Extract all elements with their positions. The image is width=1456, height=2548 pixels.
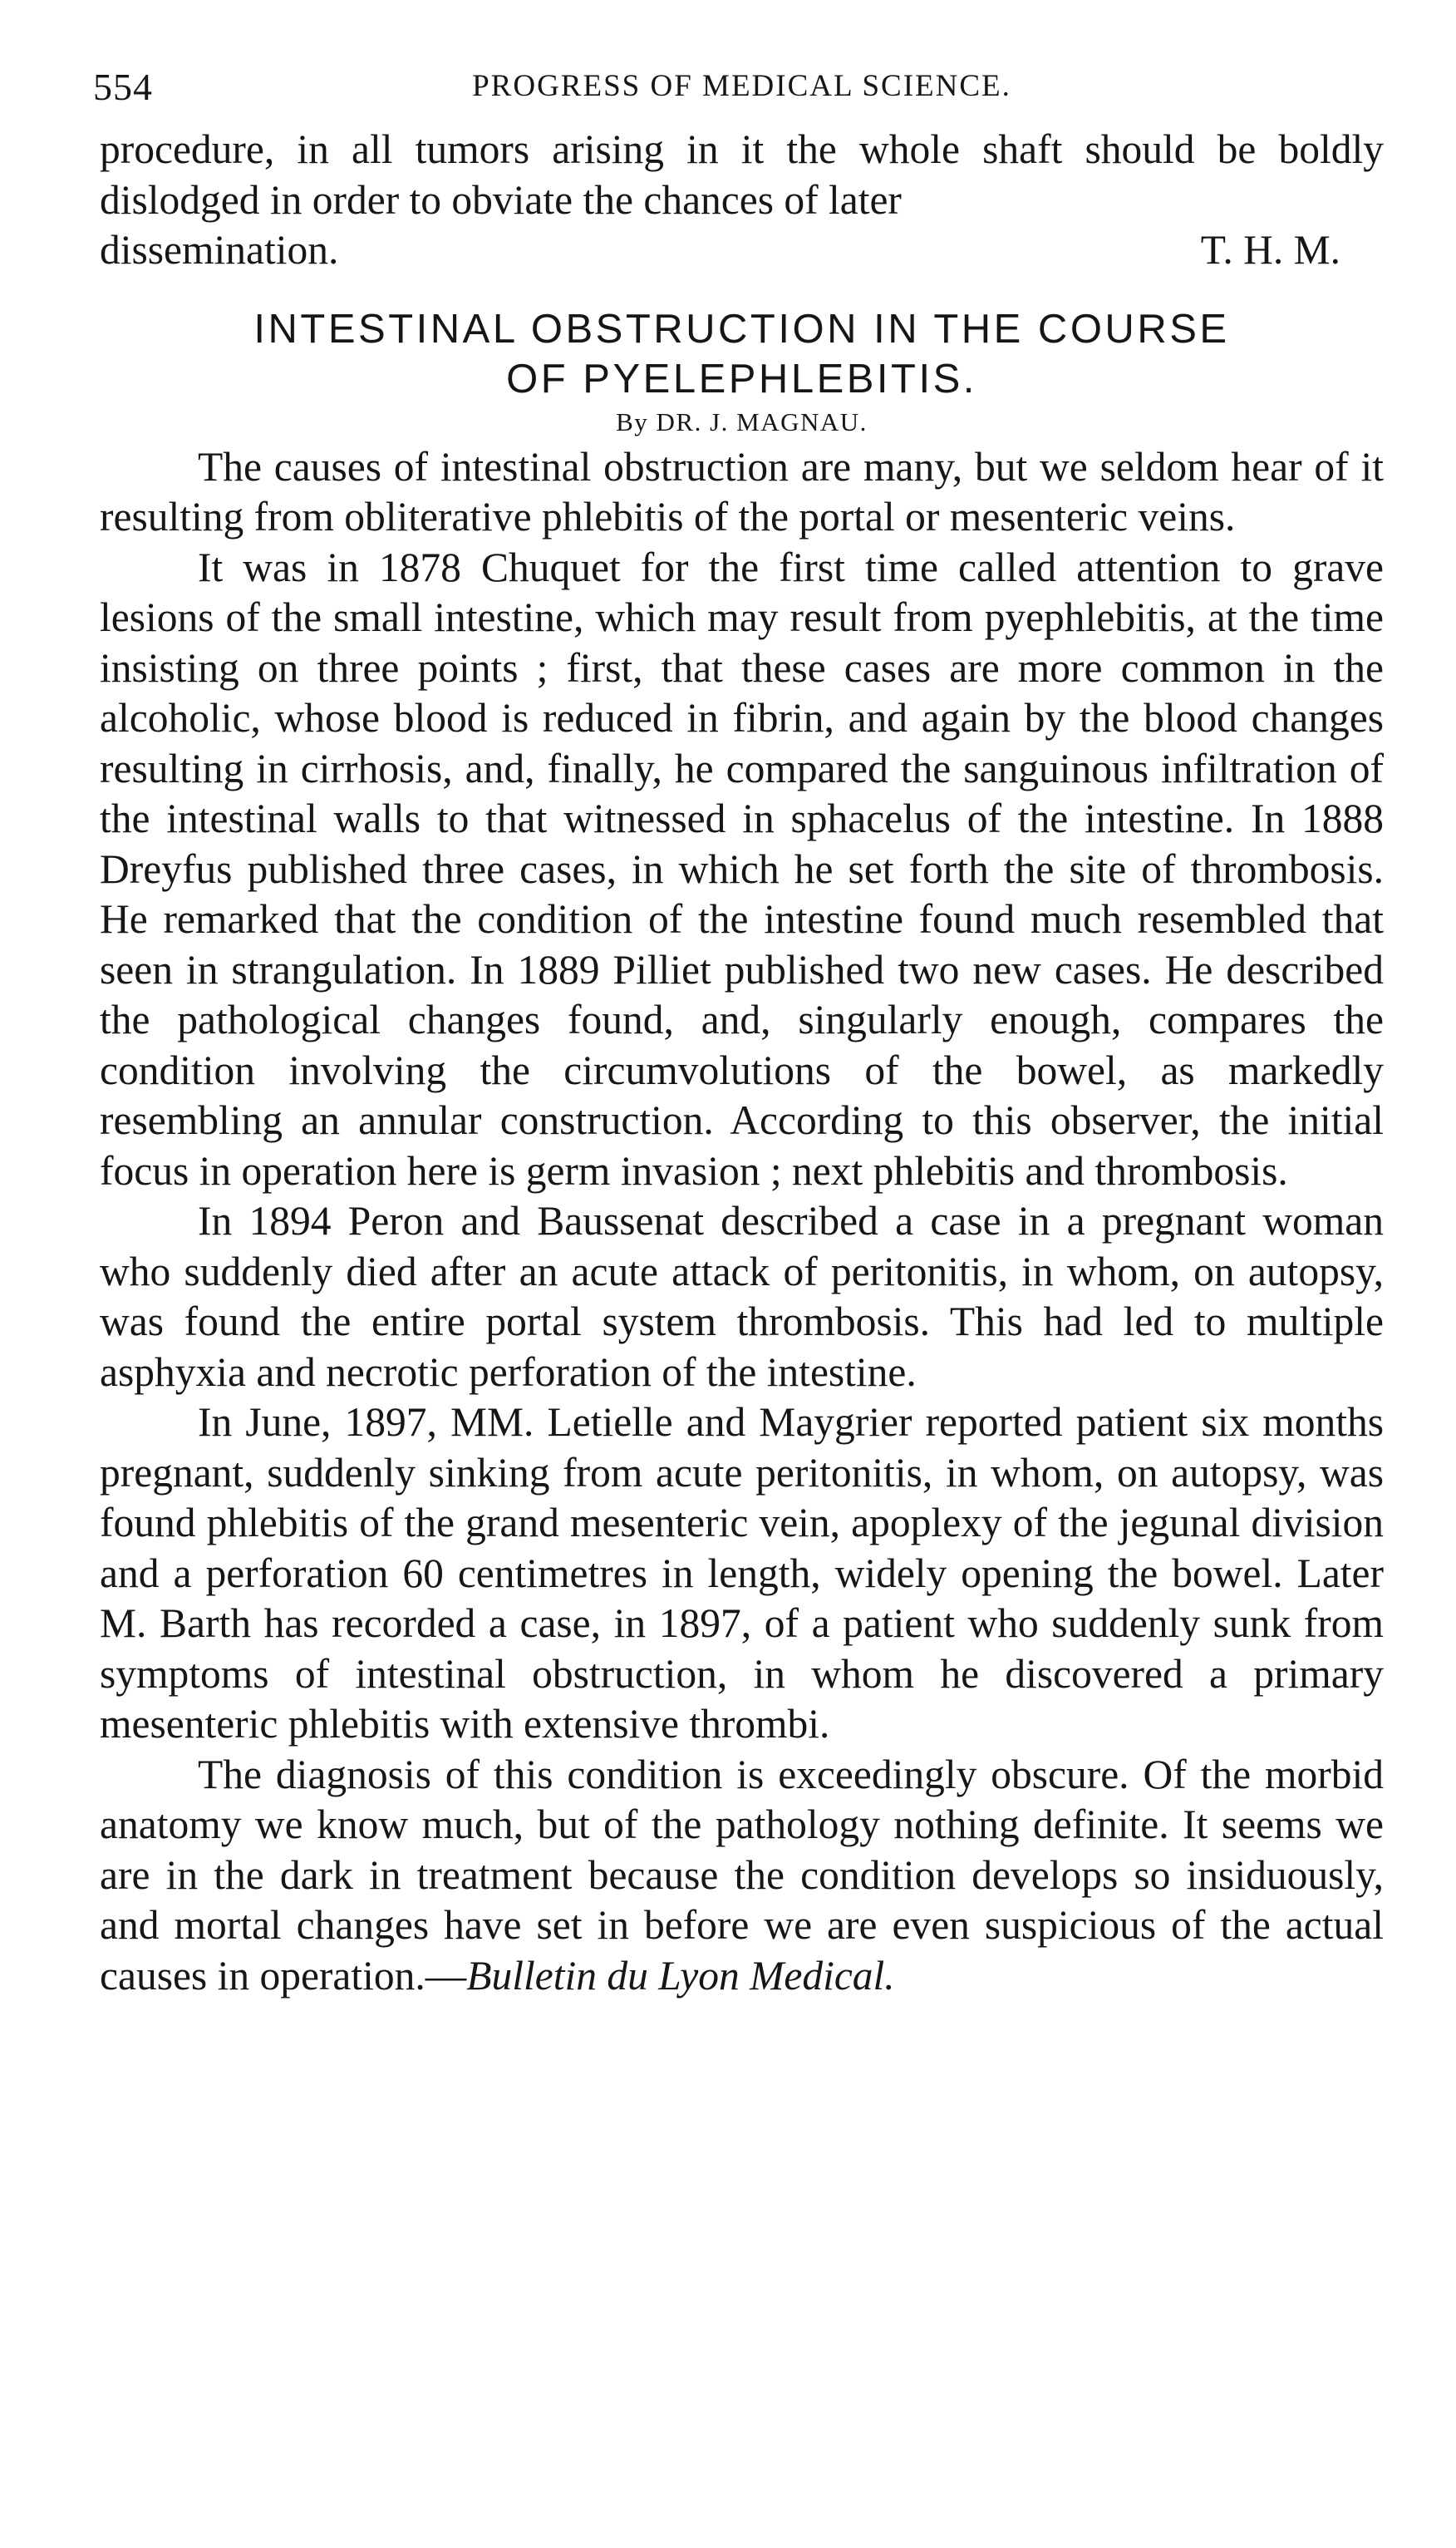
- running-head: [93, 50, 1384, 125]
- article-paragraph-5: [100, 1750, 1384, 2002]
- document-page: [93, 50, 1384, 2001]
- running-title: PROGRESS OF MEDICAL SCIENCE.: [472, 69, 1011, 103]
- page-number: 554: [93, 66, 153, 108]
- continuation-text: procedure, in all tumors arising in it the whole shaft should be boldly dislodged in order to obviate the chances of later: [100, 126, 1384, 223]
- article-paragraph-4: In June, 1897, MM. Letielle and Maygrier reported patient six months pregnant, suddenly sinking from acute peritonitis, in whom, on autopsy, was found phlebitis of the grand mesenteric vein, apoplexy of the jegunal division and a perforation 60 centimetres in length, widely opening the bowel. Later M. Barth has recorded a case, in 1897, of a patient who suddenly sunk from symptoms of intestinal obstruction, in whom he discovered a primary mesenteric phlebitis with extensive thrombi.: [100, 1399, 1384, 1747]
- signature-line: [100, 225, 1384, 276]
- article-paragraph-5-text: The diagnosis of this condition is exceedingly obscure. Of the morbid anatomy we know much, but of the pathology nothing definite. It seems we are in the dark in treatment because the condition develops so insiduously, and mortal changes have set in before we are even suspicious of the actual causes in operation.—: [100, 1751, 1384, 1998]
- continuation-last-line: dissemination.: [100, 227, 339, 273]
- article-paragraph-2: It was in 1878 Chuquet for the first time called attention to grave lesions of the small intestine, which may result from pyephlebitis, at the time insisting on three points ; first, that these cases are more common in the alcoholic, whose blood is reduced in fibrin, and again by the blood changes resulting in cirrhosis, and, finally, he compared the sanguinous infiltration of the intestinal walls to that witnessed in sphacelus of the intestine. In 1888 Dreyfus published three cases, in which he set forth the site of thrombosis. He remarked that the condition of the intestine found much resembled that seen in strangulation. In 1889 Pilliet published two new cases. He described the pathological changes found, and, singularly enough, compares the condition involving the circumvolutions of the bowel, as markedly resembling an annular construction. According to this observer, the initial focus in operation here is germ invasion ; next phlebitis and thrombosis.: [100, 544, 1384, 1194]
- article-title-line-1: INTESTINAL OBSTRUCTION IN THE COURSE: [253, 306, 1230, 352]
- article-title: [100, 304, 1384, 404]
- article: [100, 304, 1384, 2002]
- author-initials: T. H. M.: [1200, 227, 1340, 273]
- previous-article-ending: [100, 125, 1384, 276]
- article-paragraph-3: In 1894 Peron and Baussenat described a case in a pregnant woman who suddenly died after an acute attack of peritonitis, in whom, on autopsy, was found the entire portal system thrombosis. This had led to multiple asphyxia and necrotic perforation of the intestine.: [100, 1198, 1384, 1395]
- article-paragraph-1: The causes of intestinal obstruction are many, but we seldom hear of it resulting from obliterative phlebitis of the portal or mesenteric veins.: [100, 443, 1384, 540]
- source-citation: Bulletin du Lyon Medical.: [466, 1952, 895, 1998]
- article-title-line-2: OF PYELEPHLEBITIS.: [506, 356, 977, 402]
- article-byline: By DR. J. MAGNAU.: [616, 407, 868, 436]
